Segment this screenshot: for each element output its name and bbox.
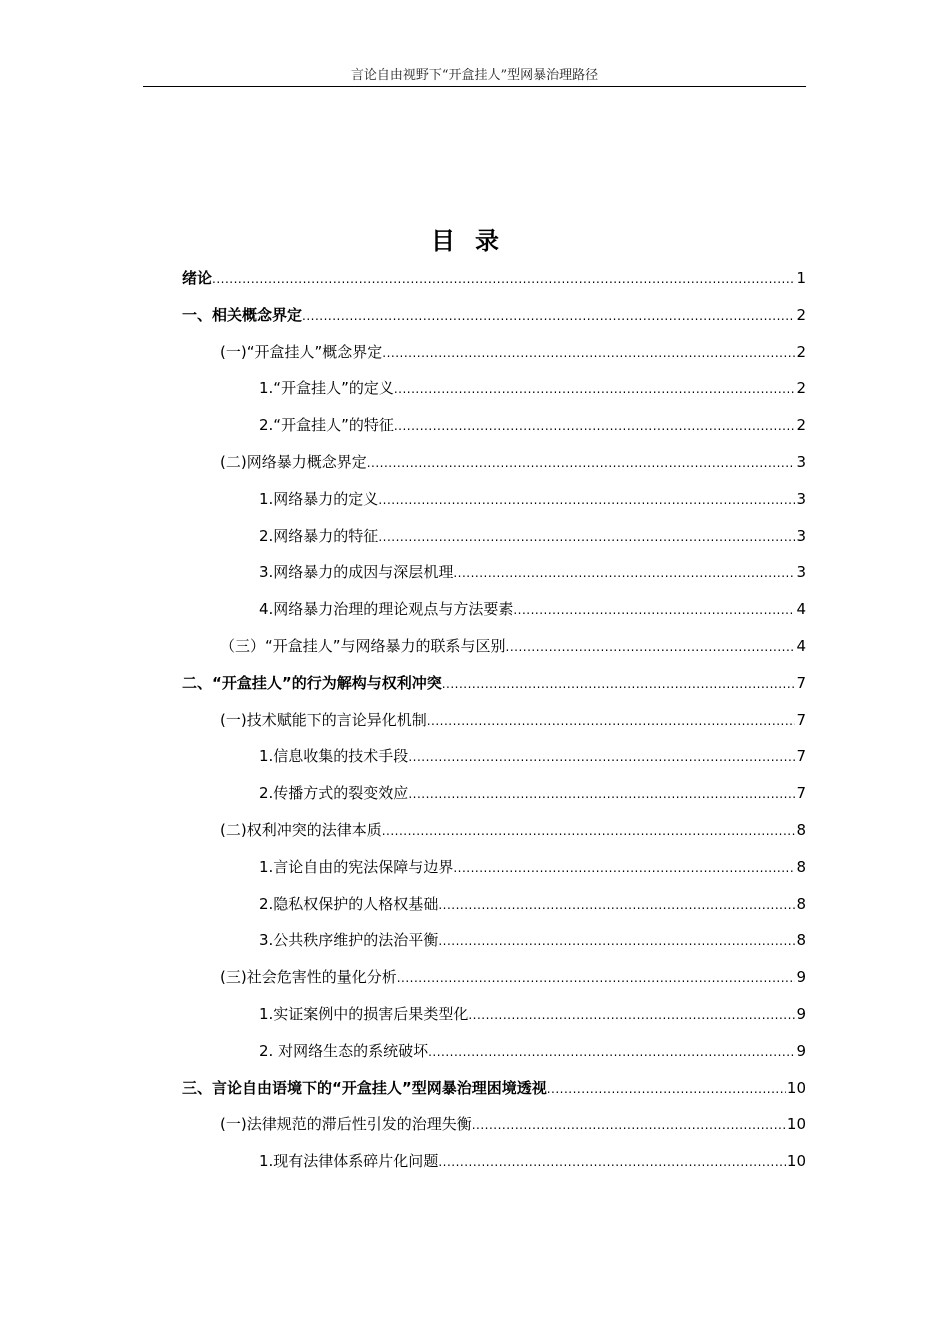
dot-leader [453,850,795,887]
toc-entry[interactable] [182,738,806,775]
dot-leader [382,335,795,372]
toc-entry-title: (二)网络暴力概念界定 [220,452,367,471]
running-header-title: 言论自由视野下“开盒挂人”型网暴治理路径 [350,68,599,83]
toc-title: 目录 [431,227,519,255]
toc-entry[interactable] [182,849,806,886]
dot-leader [397,960,796,997]
dot-leader [394,371,796,408]
toc-page-number: 8 [796,894,806,913]
dot-leader [378,482,795,519]
toc-page-number: 4 [796,600,806,619]
toc-entry-title: 1.网络暴力的定义 [259,489,379,508]
toc-entry-title: (一)技术赋能下的言论异化机制 [220,710,427,729]
toc-entry-title: 1.“开盒挂人”的定义 [259,379,394,398]
toc-page-number: 10 [786,1078,806,1097]
toc-page-number: 7 [796,710,806,729]
toc-entry[interactable] [182,1143,806,1180]
toc-entry[interactable] [182,922,806,959]
toc-entry-title: 三、言论自由语境下的“开盒挂人”型网暴治理困境透视 [182,1078,547,1097]
toc-entry[interactable] [182,444,806,481]
toc-entry[interactable] [182,554,806,591]
dot-leader [547,1071,786,1108]
dot-leader [513,592,795,629]
dot-leader [382,813,796,850]
toc-entry[interactable] [182,407,806,444]
toc-entry-title: 3.公共秩序维护的法治平衡 [259,931,439,950]
toc-page-number: 3 [796,489,806,508]
toc-page-number: 8 [796,931,806,950]
dot-leader [408,739,795,776]
toc-entry-title: 一、相关概念界定 [182,305,303,324]
toc-page-number: 3 [796,452,806,471]
toc-page-number: 9 [796,1004,806,1023]
toc-page-number: 7 [796,747,806,766]
dot-leader [438,923,795,960]
toc-page-number: 9 [796,1041,806,1060]
toc-entry-title: 二、“开盒挂人”的行为解构与权利冲突 [182,673,442,692]
toc-entry[interactable] [182,334,806,371]
dot-leader [428,1034,795,1071]
toc-page-number: 2 [796,342,806,361]
toc-entry-title: 1.实证案例中的损害后果类型化 [259,1004,469,1023]
toc-page-number: 10 [786,1115,806,1134]
toc-page-number: 8 [796,857,806,876]
toc-page-number: 3 [796,526,806,545]
toc-entry[interactable] [182,370,806,407]
dot-leader [442,666,796,703]
toc-page-number: 7 [796,784,806,803]
toc-entry-title: 1.信息收集的技术手段 [259,747,409,766]
toc-page-number: 1 [796,269,806,287]
toc-entry-title: (一)法律规范的滞后性引发的治理失衡 [220,1115,472,1134]
toc-page-number: 4 [796,636,806,655]
toc-entry[interactable] [182,297,806,334]
dot-leader [427,703,796,740]
toc-entry-title: 1.现有法律体系碎片化问题 [259,1152,439,1171]
toc-page-number: 2 [796,305,806,324]
toc-entry[interactable] [182,812,806,849]
toc-entry[interactable] [182,1106,806,1143]
running-header [143,66,806,87]
table-of-contents [182,260,806,1180]
dot-leader [378,519,795,556]
dot-leader [453,555,795,592]
toc-entry[interactable] [182,518,806,555]
toc-entry[interactable] [182,702,806,739]
toc-entry[interactable] [182,775,806,812]
toc-page-number: 2 [796,416,806,435]
toc-entry[interactable] [182,996,806,1033]
dot-leader [438,1144,786,1181]
toc-entry[interactable] [182,886,806,923]
dot-leader [408,776,795,813]
toc-page-number: 2 [796,379,806,398]
toc-entry-title: 1.言论自由的宪法保障与边界 [259,857,454,876]
toc-page-number: 3 [796,563,806,582]
dot-leader [472,1107,786,1144]
toc-entry[interactable] [182,1033,806,1070]
toc-page-number: 9 [796,968,806,987]
toc-entry[interactable] [182,1070,806,1107]
toc-entry-title: 2.网络暴力的特征 [259,526,379,545]
toc-entry-title: (三)社会危害性的量化分析 [220,968,397,987]
toc-entry[interactable] [182,591,806,628]
dot-leader [212,261,795,298]
toc-page-number: 10 [786,1152,806,1171]
toc-entry[interactable] [182,481,806,518]
toc-entry[interactable] [182,628,806,665]
toc-page-number: 8 [796,820,806,839]
dot-leader [394,408,796,445]
toc-entry-title: 2.传播方式的裂变效应 [259,784,409,803]
toc-entry-title: 2.“开盒挂人”的特征 [259,416,394,435]
toc-entry-title: （三）“开盒挂人”与网络暴力的联系与区别 [220,636,506,655]
toc-entry[interactable] [182,959,806,996]
toc-entry-title: 4.网络暴力治理的理论观点与方法要素 [259,600,514,619]
toc-entry-title: 2. 对网络生态的系统破坏 [259,1041,429,1060]
dot-leader [438,887,795,924]
toc-entry-title: (二)权利冲突的法律本质 [220,820,382,839]
toc-entry-title: 绪论 [182,269,213,287]
dot-leader [468,997,795,1034]
toc-entry[interactable] [182,665,806,702]
toc-page-number: 7 [796,673,806,692]
toc-entry-title: (一)“开盒挂人”概念界定 [220,342,383,361]
toc-entry-title: 2.隐私权保护的人格权基础 [259,894,439,913]
toc-entry[interactable] [182,260,806,297]
dot-leader [367,445,796,482]
dot-leader [302,298,795,335]
dot-leader [506,629,796,666]
toc-entry-title: 3.网络暴力的成因与深层机理 [259,563,454,582]
